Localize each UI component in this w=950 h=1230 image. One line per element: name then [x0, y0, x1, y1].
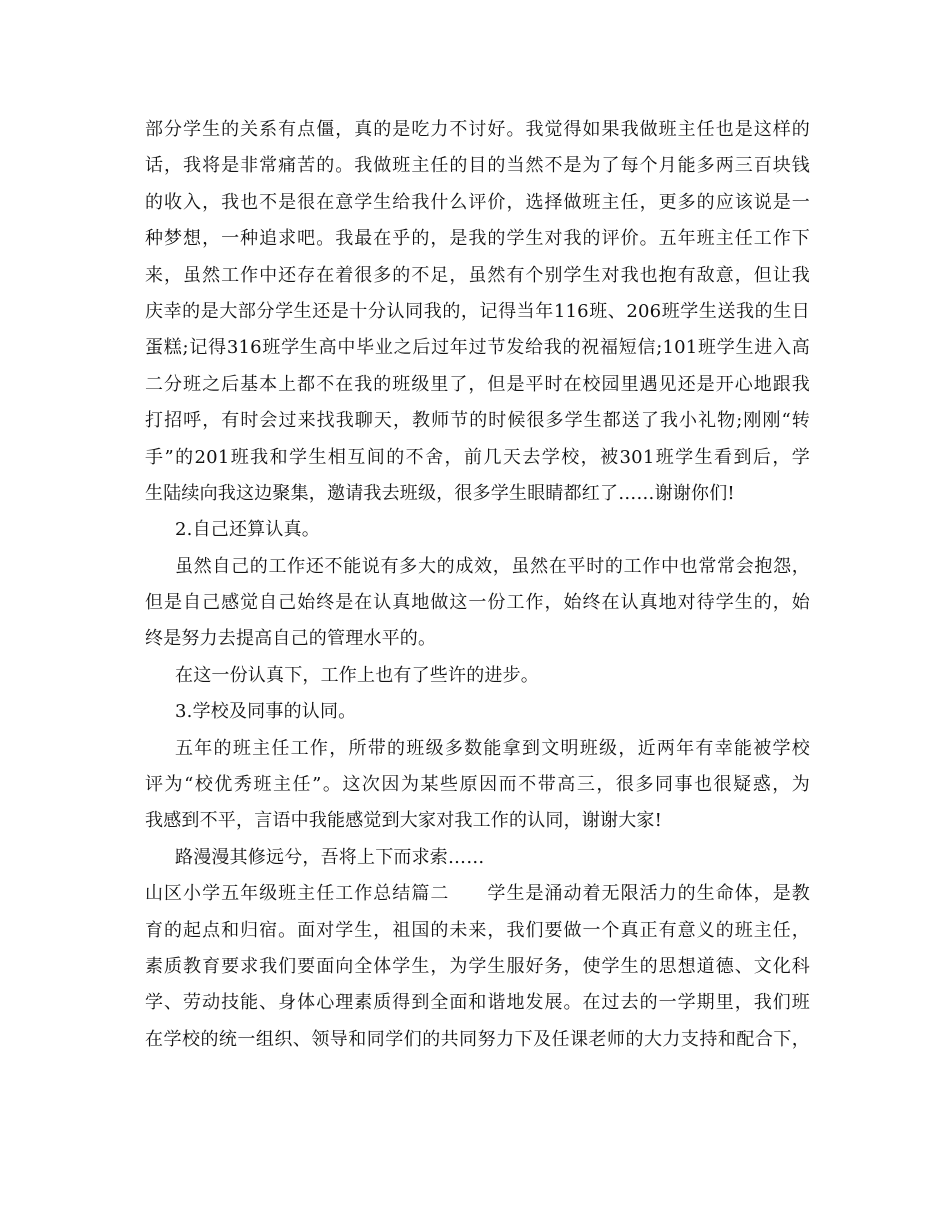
text-line: 在学校的统一组织、领导和同学们的共同努力下及任课老师的大力支持和配合下， — [145, 1028, 810, 1050]
text-line: 学、劳动技能、身体心理素质得到全面和谐地发展。在过去的一学期里，我们班 — [145, 992, 810, 1014]
text-line: 路漫漫其修远兮，吾将上下而求索…… — [175, 846, 485, 868]
text-line: 的收入，我也不是很在意学生给我什么评价，选择做班主任，更多的应该说是一 — [145, 191, 810, 213]
text-line: 山区小学五年级班主任工作总结篇二 学生是涌动着无限活力的生命体，是教 — [145, 883, 810, 905]
section-heading: 2.自己还算认真。 — [175, 519, 320, 541]
text-line: 手”的201班我和学生相互间的不舍，前几天去学校，被301班学生看到后，学 — [145, 446, 810, 468]
text-line: 部分学生的关系有点僵，真的是吃力不讨好。我觉得如果我做班主任也是这样的 — [145, 119, 810, 140]
section-heading: 3.学校及同事的认同。 — [175, 701, 357, 723]
text-line: 我感到不平，言语中我能感觉到大家对我工作的认同，谢谢大家! — [145, 810, 663, 832]
text-line: 话，我将是非常痛苦的。我做班主任的目的当然不是为了每个月能多两三百块钱 — [145, 155, 810, 177]
text-line: 素质教育要求我们要面向全体学生，为学生服好务，使学生的思想道德、文化科 — [145, 955, 810, 977]
text-line: 但是自己感觉自己始终是在认真地做这一份工作，始终在认真地对待学生的，始 — [145, 592, 810, 614]
text-line: 二分班之后基本上都不在我的班级里了，但是平时在校园里遇见还是开心地跟我 — [145, 373, 810, 395]
text-line: 打招呼，有时会过来找我聊天，教师节的时候很多学生都送了我小礼物;刚刚“转 — [145, 410, 810, 432]
text-line: 在这一份认真下，工作上也有了些许的进步。 — [175, 664, 539, 686]
text-line: 虽然自己的工作还不能说有多大的成效，虽然在平时的工作中也常常会抱怨， — [175, 555, 810, 577]
text-line: 种梦想，一种追求吧。我最在乎的，是我的学生对我的评价。五年班主任工作下 — [145, 228, 810, 250]
document-page — [145, 112, 810, 1058]
text-line: 蛋糕;记得316班学生高中毕业之后过年过节发给我的祝福短信;101班学生进入高 — [145, 337, 810, 359]
text-line: 终是努力去提高自己的管理水平的。 — [145, 628, 437, 650]
text-line: 生陆续向我这边聚集，邀请我去班级，很多学生眼睛都红了……谢谢你们! — [145, 482, 735, 504]
text-line: 评为“校优秀班主任”。这次因为某些原因而不带高三，很多同事也很疑惑，为 — [145, 774, 810, 796]
text-line: 来，虽然工作中还存在着很多的不足，虽然有个别学生对我也抱有敌意，但让我 — [145, 264, 810, 286]
text-line: 五年的班主任工作，所带的班级多数能拿到文明班级，近两年有幸能被学校 — [175, 737, 810, 759]
text-line: 庆幸的是大部分学生还是十分认同我的，记得当年116班、206班学生送我的生日 — [145, 300, 810, 322]
text-line: 育的起点和归宿。面对学生，祖国的未来，我们要做一个真正有意义的班主任， — [145, 919, 810, 941]
